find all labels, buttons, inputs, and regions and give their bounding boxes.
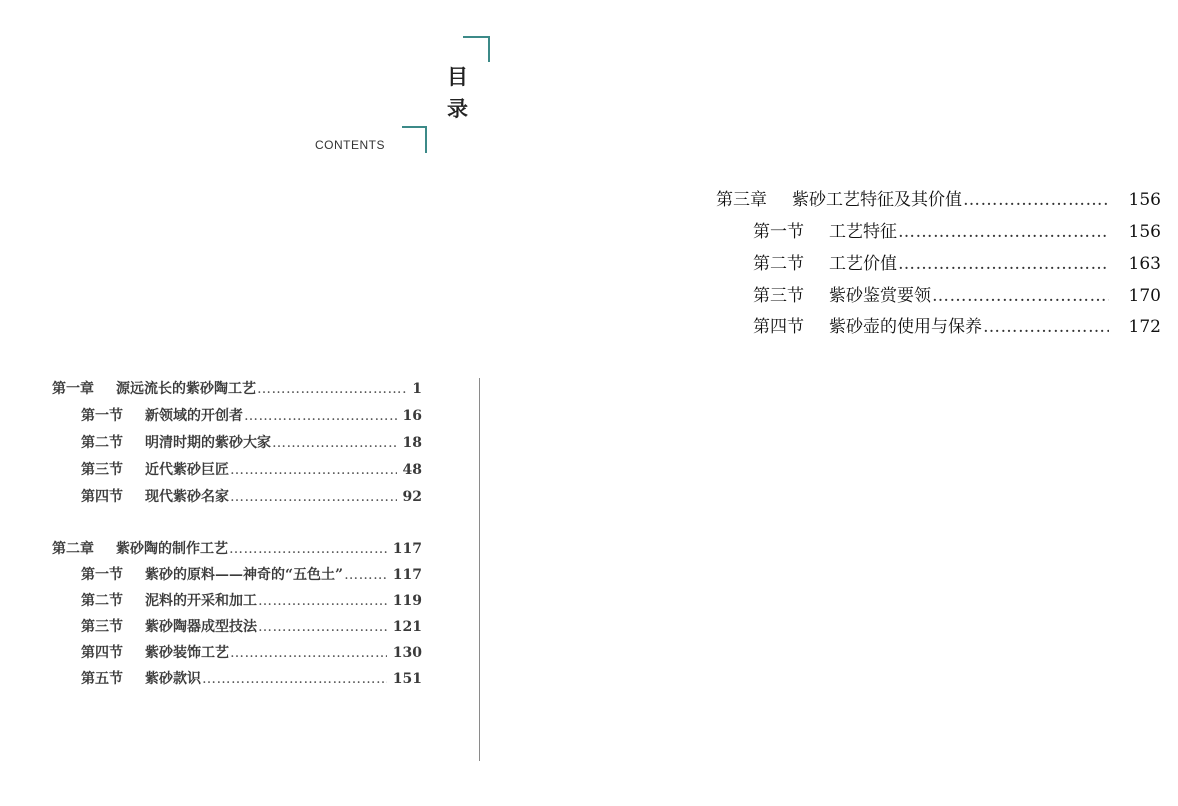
- toc-section-3-3[interactable]: [753, 281, 1161, 306]
- section-label: 第一节: [81, 408, 123, 424]
- section-title: 工艺价值: [829, 254, 897, 274]
- leader-dots: [272, 435, 397, 451]
- section-label: 第四节: [81, 489, 123, 505]
- leader-dots: [258, 593, 387, 609]
- page-number: 172: [1128, 317, 1161, 337]
- page-number: 1: [412, 381, 422, 397]
- column-divider: [479, 378, 480, 761]
- chapter-label: 第一章: [52, 381, 94, 397]
- leader-dots: [932, 286, 1109, 306]
- section-title: 明清时期的紫砂大家: [145, 435, 271, 451]
- section-label: 第三节: [81, 619, 123, 635]
- leader-dots: [898, 254, 1109, 274]
- toc-section-1-1[interactable]: [81, 405, 422, 425]
- section-title: 工艺特征: [829, 222, 897, 242]
- section-title: 紫砂鉴赏要领: [829, 286, 931, 306]
- corner-bracket-bottom: [402, 126, 427, 153]
- toc-section-3-2[interactable]: [753, 249, 1161, 274]
- toc-section-2-4[interactable]: [81, 642, 422, 662]
- leader-dots: [244, 408, 397, 424]
- chapter-title: 紫砂工艺特征及其价值: [792, 190, 962, 210]
- section-label: 第一节: [81, 567, 123, 583]
- title-char-lu: 录: [447, 96, 468, 121]
- page-number: 156: [1128, 222, 1161, 242]
- section-title: 现代紫砂名家: [145, 489, 229, 505]
- contents-subtitle: CONTENTS: [315, 138, 385, 152]
- section-label: 第四节: [81, 645, 123, 661]
- leader-dots: [230, 645, 387, 661]
- toc-chapter-3[interactable]: [716, 185, 1161, 210]
- toc-section-2-1[interactable]: [81, 564, 422, 584]
- section-label: 第四节: [753, 317, 804, 337]
- page-number: 163: [1128, 254, 1161, 274]
- page-number: 48: [402, 462, 422, 478]
- section-title: 紫砂款识: [145, 671, 201, 687]
- toc-section-2-2[interactable]: [81, 590, 422, 610]
- section-label: 第二节: [753, 254, 804, 274]
- page-number: 92: [402, 489, 422, 505]
- section-title: 紫砂的原料——神奇的“五色土”: [145, 567, 344, 583]
- page-number: 16: [402, 408, 422, 424]
- chapter-label: 第三章: [716, 190, 767, 210]
- toc-section-1-4[interactable]: [81, 486, 422, 506]
- section-title: 泥料的开采和加工: [145, 593, 257, 609]
- page-number: 121: [392, 619, 422, 635]
- toc-section-1-2[interactable]: [81, 432, 422, 452]
- leader-dots: [898, 222, 1109, 242]
- page-number: 119: [392, 593, 422, 609]
- page-number: 117: [392, 567, 422, 583]
- section-title: 新领域的开创者: [145, 408, 243, 424]
- page-number: 130: [392, 645, 422, 661]
- toc-section-3-1[interactable]: [753, 217, 1161, 242]
- leader-dots: [963, 190, 1109, 210]
- toc-section-2-5[interactable]: [81, 668, 422, 688]
- page-number: 170: [1128, 286, 1161, 306]
- title-char-mu: 目: [447, 64, 468, 89]
- chapter-title: 源远流长的紫砂陶工艺: [116, 381, 256, 397]
- leader-dots: [229, 541, 387, 557]
- section-label: 第三节: [81, 462, 123, 478]
- leader-dots: [983, 317, 1109, 337]
- section-label: 第三节: [753, 286, 804, 306]
- toc-section-3-4[interactable]: [753, 312, 1161, 337]
- page-number: 151: [392, 671, 422, 687]
- leader-dots: [202, 671, 387, 687]
- chapter-title: 紫砂陶的制作工艺: [116, 541, 228, 557]
- page-number: 156: [1128, 190, 1161, 210]
- toc-chapter-1[interactable]: [52, 378, 422, 398]
- corner-bracket-top: [463, 36, 490, 62]
- section-label: 第二节: [81, 593, 123, 609]
- section-title: 紫砂壶的使用与保养: [829, 317, 982, 337]
- leader-dots: [230, 462, 397, 478]
- toc-chapter-2[interactable]: [52, 538, 422, 558]
- leader-dots: [257, 381, 406, 397]
- section-label: 第二节: [81, 435, 123, 451]
- section-title: 紫砂装饰工艺: [145, 645, 229, 661]
- toc-section-1-3[interactable]: [81, 459, 422, 479]
- section-title: 近代紫砂巨匠: [145, 462, 229, 478]
- leader-dots: [344, 567, 387, 583]
- leader-dots: [258, 619, 387, 635]
- section-title: 紫砂陶器成型技法: [145, 619, 257, 635]
- page-number: 117: [392, 541, 422, 557]
- chapter-label: 第二章: [52, 541, 94, 557]
- page-number: 18: [402, 435, 422, 451]
- toc-section-2-3[interactable]: [81, 616, 422, 636]
- leader-dots: [230, 489, 397, 505]
- section-label: 第一节: [753, 222, 804, 242]
- section-label: 第五节: [81, 671, 123, 687]
